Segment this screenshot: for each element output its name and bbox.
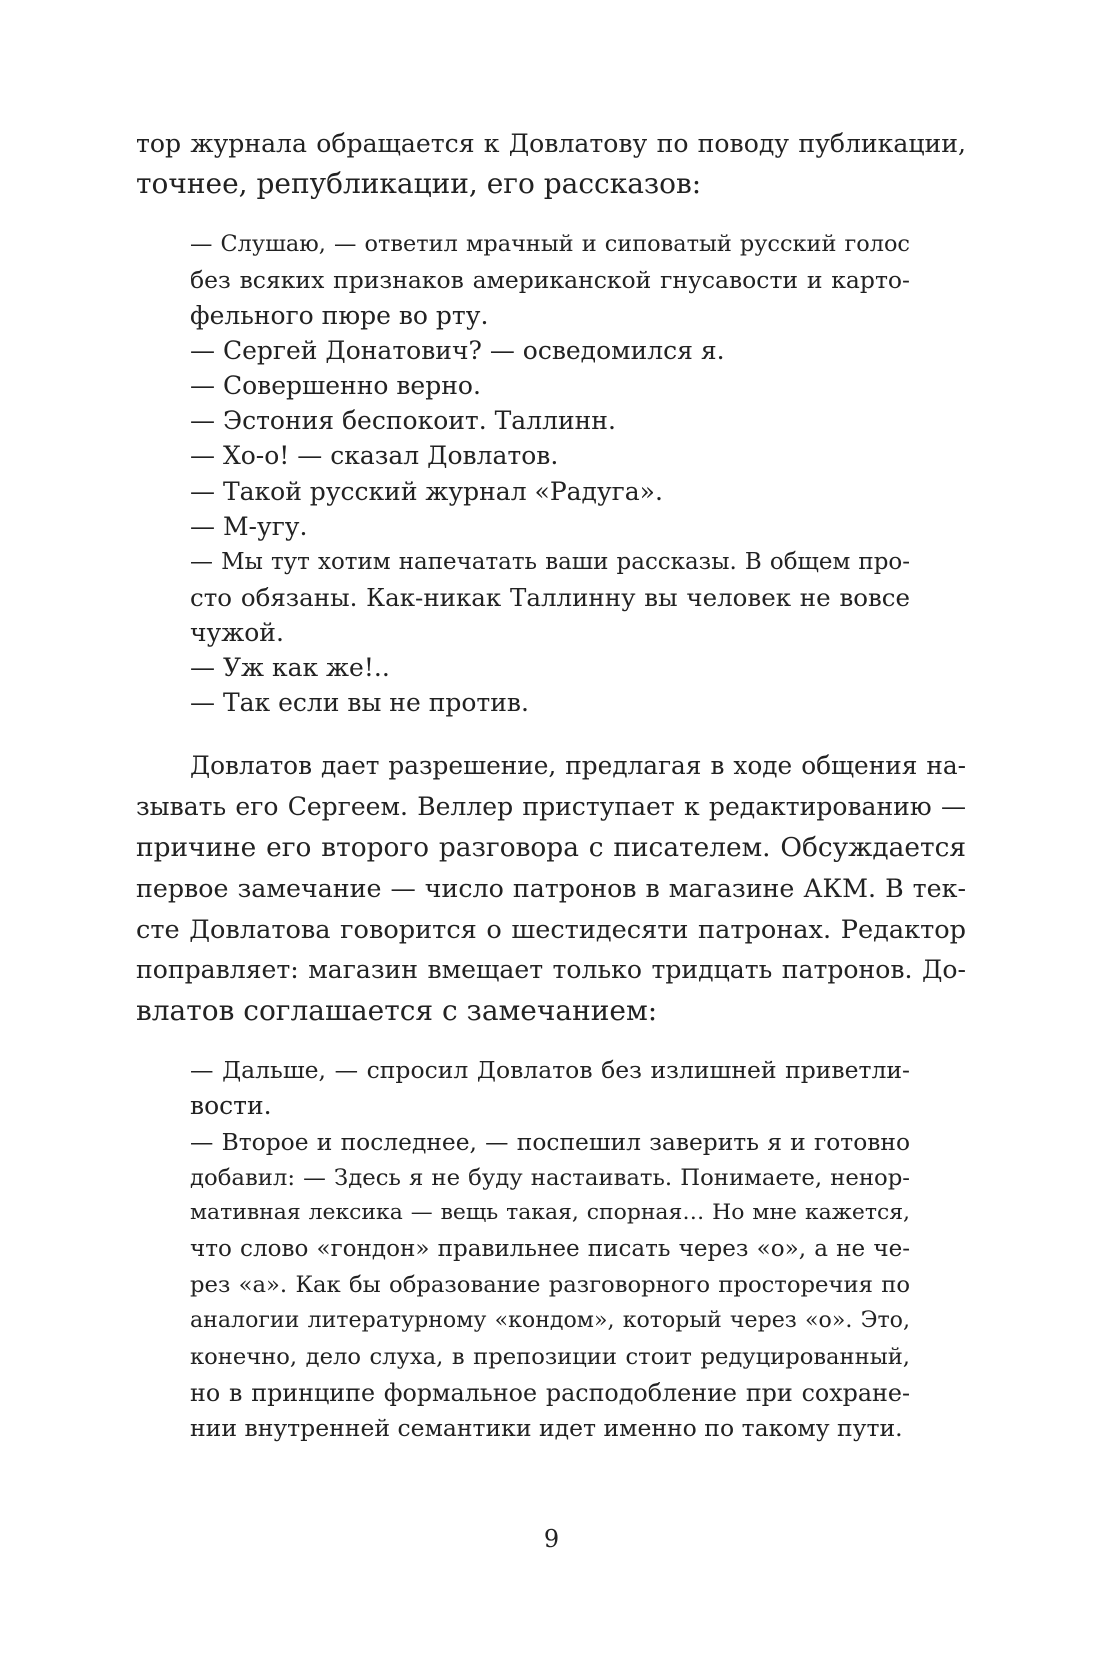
quote-1-line: — Такой русский журнал «Радуга». — [190, 477, 663, 506]
paragraph-2-line: причине его второго разговора с писателем. Обсуждается — [136, 833, 966, 863]
quote-2-line: конечно, дело слуха, в препозиции стоит редуцированный, — [190, 1344, 910, 1370]
quote-1-line: — М-угу. — [190, 512, 308, 541]
quote-2-line: рез «а». Как бы образование разговорного просторечия по — [190, 1272, 910, 1298]
paragraph-2-line: первое замечание — число патронов в магазине АКМ. В тек- — [136, 874, 966, 903]
paragraph-2-line: сте Довлатова говорится о шестидесяти патронах. Редактор — [136, 915, 966, 945]
quote-1-line: — Слушаю, — ответил мрачный и сиповатый русский голос — [190, 231, 910, 257]
quote-1-line: — Эстония беспокоит. Таллинн. — [190, 406, 616, 435]
quote-1-line: — Мы тут хотим напечатать ваши рассказы. В общем про- — [190, 549, 910, 575]
quote-1-line: без всяких признаков американской гнусавости и карто- — [190, 266, 910, 294]
paragraph-1-line: точнее, републикации, его рассказов: — [136, 167, 702, 200]
quote-1-line: — Так если вы не против. — [190, 688, 529, 717]
paragraph-2-line: влатов соглашается с замечанием: — [136, 994, 658, 1027]
quote-2-line: — Второе и последнее, — поспешил заверить я и готовно — [190, 1128, 910, 1156]
paragraph-2-line: Довлатов дает разрешение, предлагая в ходе общения на- — [190, 751, 966, 780]
quote-1-line: — Совершенно верно. — [190, 371, 481, 400]
quote-2-line: — Дальше, — спросил Довлатов без излишней приветли- — [190, 1056, 910, 1084]
paragraph-2-line: зывать его Сергеем. Веллер приступает к редактированию — — [136, 792, 966, 821]
quote-2-line: что слово «гондон» правильнее писать через «о», а не че- — [190, 1236, 910, 1262]
quote-2-line: аналогии литературному «кондом», который через «о». Это, — [190, 1308, 910, 1333]
quote-2-line: добавил: — Здесь я не буду настаивать. Понимаете, ненор- — [190, 1165, 910, 1191]
quote-2-line: но в принципе формальное расподобление при сохране- — [190, 1379, 910, 1407]
quote-1-line: — Сергей Донатович? — осведомился я. — [190, 336, 725, 365]
quote-2-line: вости. — [190, 1091, 272, 1120]
quote-1-line: фельного пюре во рту. — [190, 301, 489, 330]
quote-1-line: — Уж как же!.. — [190, 653, 390, 682]
quote-2-line: нии внутренней семантики идет именно по такому пути. — [190, 1414, 903, 1442]
paragraph-2-line: поправляет: магазин вмещает только тридцать патронов. До- — [136, 955, 966, 984]
paragraph-1-line: тор журнала обращается к Довлатову по поводу публикации, — [136, 129, 966, 158]
page-number: 9 — [543, 1525, 560, 1553]
quote-1-line: чужой. — [190, 618, 284, 647]
quote-2-line: мативная лексика — вещь такая, спорная… Но мне кажется, — [190, 1200, 910, 1225]
quote-1-line: сто обязаны. Как-никак Таллинну вы человек не вовсе — [190, 583, 910, 612]
quote-1-line: — Хо-о! — сказал Довлатов. — [190, 441, 559, 470]
